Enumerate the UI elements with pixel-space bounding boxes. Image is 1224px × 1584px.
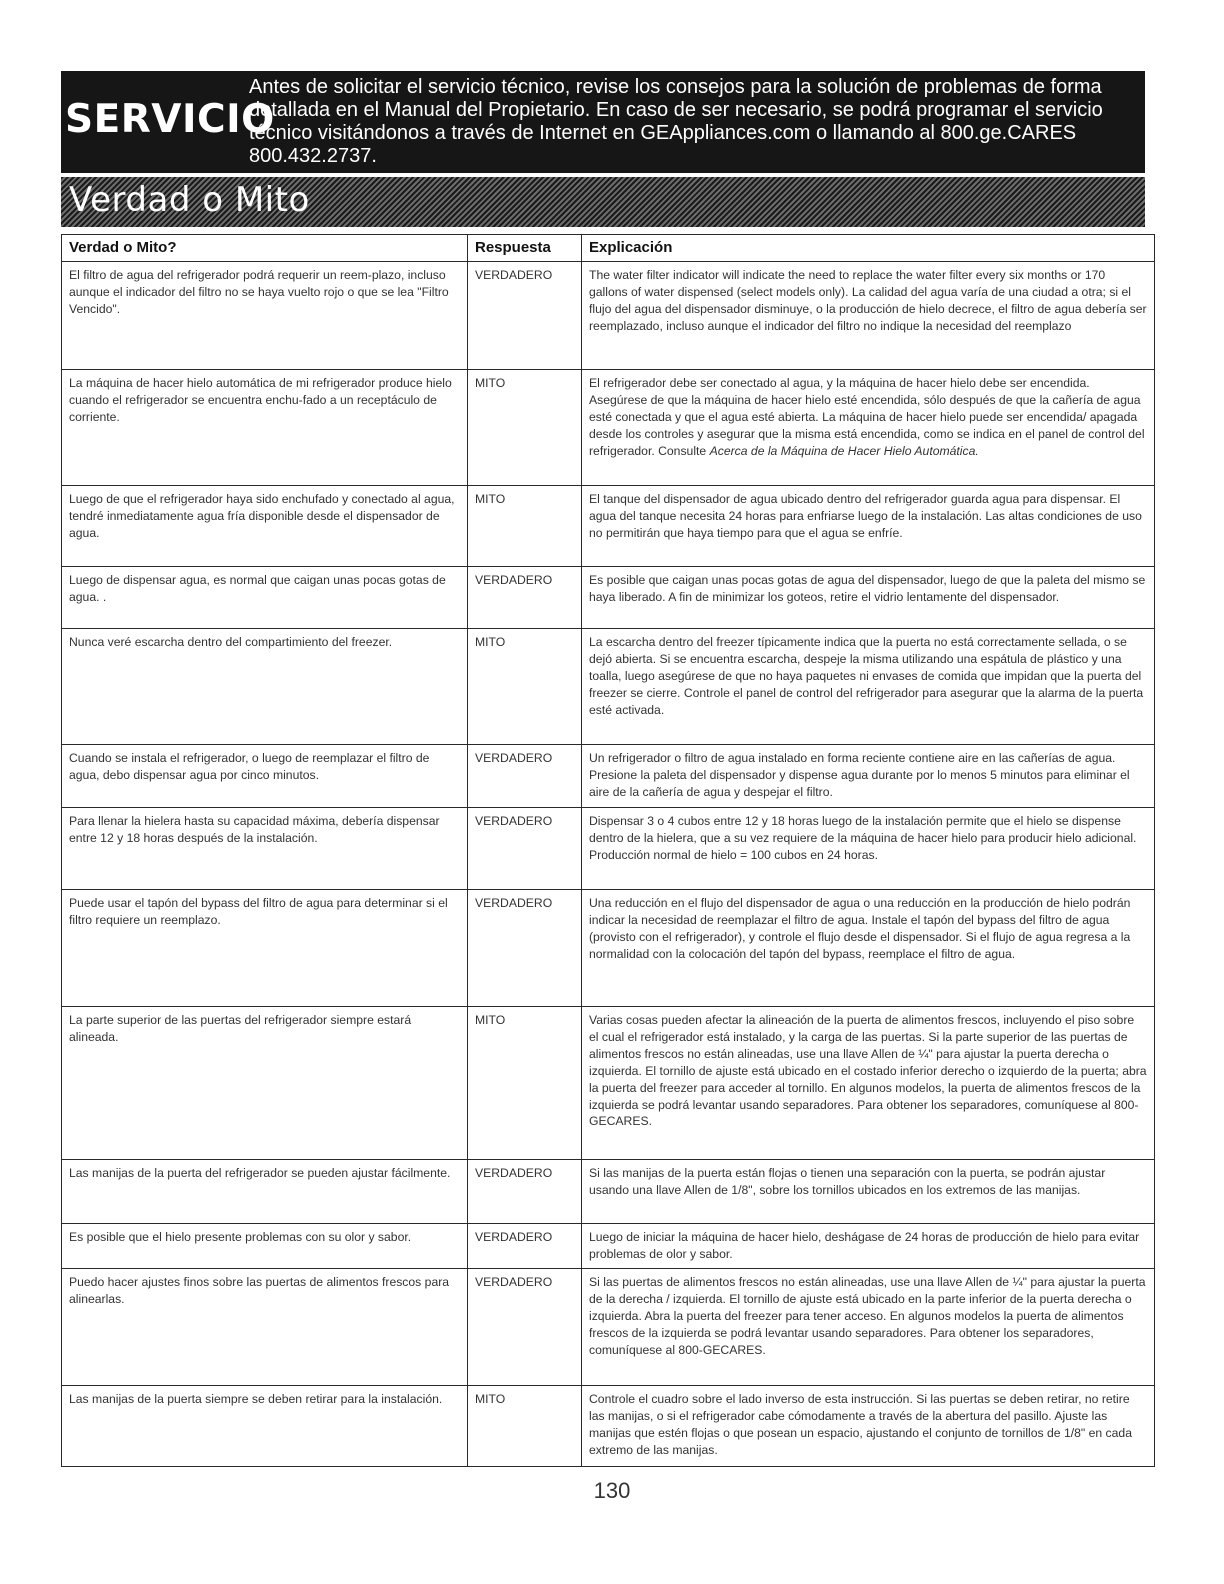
claim-cell: Nunca veré escarcha dentro del compartimiento del freezer.	[62, 629, 468, 745]
explanation-cell: Si las manijas de la puerta están flojas o tienen una separación con la puerta, se podrán ajustar usando una llave Allen de 1/8", sobre los tornillos ubicados en los extremos de las manijas.	[582, 1160, 1155, 1224]
header-explanation: Explicación	[582, 235, 1155, 262]
answer-cell: MITO	[468, 1386, 582, 1467]
answer-cell: MITO	[468, 629, 582, 745]
explanation-cell: Dispensar 3 o 4 cubos entre 12 y 18 horas luego de la instalación permite que el hielo se dispense dentro de la hielera, que a su vez requiere de la máquina de hacer hielo para producir hielo adicional. Producción normal de hielo = 100 cubos en 24 horas.	[582, 808, 1155, 890]
claim-cell: Puedo hacer ajustes finos sobre las puertas de alimentos frescos para alinearlas.	[62, 1269, 468, 1386]
table-row	[62, 808, 1155, 890]
banner-title: SERVICIO	[65, 97, 275, 142]
table-row	[62, 1386, 1155, 1467]
banner-text: Antes de solicitar el servicio técnico, revise los consejos para la solución de problemas de forma detallada en el Manual del Propietario. En caso de ser necesario, se podrá programar el servicio técnico visitándonos a través de Internet en GEAppliances.com o llamando al 800.ge.CARES 800.432.2737.	[249, 76, 1103, 167]
claim-cell: Cuando se instala el refrigerador, o luego de reemplazar el filtro de agua, debo dispensar agua por cinco minutos.	[62, 745, 468, 808]
explanation-text: El refrigerador debe ser conectado al agua, y la máquina de hacer hielo debe ser encendida. Asegúrese de que la máquina de hacer hielo esté encendida, sólo después de que la cañería de agua esté conectada y que el agua esté abierta. La máquina de hacer hielo puede ser encendida/ apagada desde los controles y asegurar que la misma está encendida, como se indica en el panel de control del refrigerador. Consulte	[589, 376, 1145, 458]
explanation-cell: Un refrigerador o filtro de agua instalado en forma reciente contiene aire en las cañerías de agua. Presione la paleta del dispensador y dispense agua durante por lo menos 5 minutos para eliminar el aire de la cañería de agua y despejar el filtro.	[582, 745, 1155, 808]
table-row	[62, 262, 1155, 370]
answer-cell: VERDADERO	[468, 808, 582, 890]
claim-cell: Luego de dispensar agua, es normal que caigan unas pocas gotas de agua. .	[62, 567, 468, 629]
table-row	[62, 1224, 1155, 1269]
claim-cell: Las manijas de la puerta del refrigerador se pueden ajustar fácilmente.	[62, 1160, 468, 1224]
claim-cell: Luego de que el refrigerador haya sido enchufado y conectado al agua, tendré inmediatamente agua fría disponible desde el dispensador de agua.	[62, 486, 468, 567]
section-header	[61, 177, 1145, 227]
explanation-cell: Varias cosas pueden afectar la alineación de la puerta de alimentos frescos, incluyendo el piso sobre el cual el refrigerador está instalado, y la carga de las puertas. Si la parte superior de las puertas de alimentos frescos no están alineadas, use una llave Allen de ¼" para ajustar la puerta derecha o izquierda. El tornillo de ajuste está ubicado en el costado inferior derecho o izquierdo de la puerta; abra la puerta del freezer para acceder al tornillo. En algunos modelos, la puerta de alimentos frescos de la izquierda se podrá levantar usando separadores. Para obtener los separadores, comuníquese al 800-GECARES.	[582, 1007, 1155, 1160]
explanation-cell: La escarcha dentro del freezer típicamente indica que la puerta no está correctamente sellada, o se dejó abierta. Si se encuentra escarcha, despeje la misma utilizando una espátula de plástico y una toalla, luego asegúrese de que no haya paquetes ni envases de comida que impidan que la puerta del freezer se cierre. Controle el panel de control del refrigerador para asegurar que la alarma de la puerta esté activada.	[582, 629, 1155, 745]
explanation-cell: Una reducción en el flujo del dispensador de agua o una reducción en la producción de hielo podrán indicar la necesidad de reemplazar el filtro de agua. Instale el tapón del bypass del filtro de agua (provisto con el refrigerador), y controle el flujo desde el dispensador. Si el flujo de agua regresa a la normalidad con la colocación del tapón del bypass, reemplace el filtro de agua.	[582, 890, 1155, 1007]
answer-cell: VERDADERO	[468, 745, 582, 808]
claim-cell: Puede usar el tapón del bypass del filtro de agua para determinar si el filtro requiere un reemplazo.	[62, 890, 468, 1007]
claim-cell: La parte superior de las puertas del refrigerador siempre estará alineada.	[62, 1007, 468, 1160]
answer-cell: MITO	[468, 1007, 582, 1160]
section-title: Verdad o Mito	[69, 180, 310, 220]
service-banner	[61, 71, 1145, 173]
explanation-cell	[582, 370, 1155, 486]
answer-cell: VERDADERO	[468, 890, 582, 1007]
table-row	[62, 1160, 1155, 1224]
answer-cell: MITO	[468, 370, 582, 486]
claim-cell: Es posible que el hielo presente problemas con su olor y sabor.	[62, 1224, 468, 1269]
table-row	[62, 745, 1155, 808]
page-number: 130	[593, 1478, 631, 1503]
table-row	[62, 486, 1155, 567]
explanation-cell: The water filter indicator will indicate the need to replace the water filter every six months or 170 gallons of water dispensed (select models only). La calidad del agua varía de una ciudad a otra; si el flujo del agua del dispensador disminuye, o la producción de hielo decrece, el filtro de agua debería ser reemplazado, incluso aunque el indicador del filtro no indique la necesidad del reemplazo	[582, 262, 1155, 370]
answer-cell: VERDADERO	[468, 1269, 582, 1386]
claim-cell: La máquina de hacer hielo automática de mi refrigerador produce hielo cuando el refrigerador se encuentra enchu-fado a un receptáculo de corriente.	[62, 370, 468, 486]
table-row	[62, 567, 1155, 629]
table-row	[62, 890, 1155, 1007]
explanation-cell: Controle el cuadro sobre el lado inverso de esta instrucción. Si las puertas se deben retirar, no retire las manijas, o si el refrigerador cabe cómodamente a través de la abertura del pasillo. Ajuste las manijas que estén flojas o que posean un espacio, ajustando el conjunto de tornillos de 1/8" en cada extremo de las manijas.	[582, 1386, 1155, 1467]
table-row	[62, 629, 1155, 745]
header-answer: Respuesta	[468, 235, 582, 262]
table-header-row	[62, 235, 1155, 262]
table-row	[62, 1007, 1155, 1160]
truth-or-myth-table	[61, 234, 1155, 1467]
table-row	[62, 1269, 1155, 1386]
answer-cell: VERDADERO	[468, 1224, 582, 1269]
header-claim: Verdad o Mito?	[62, 235, 468, 262]
claim-cell: El filtro de agua del refrigerador podrá requerir un reem-plazo, incluso aunque el indicador del filtro no se haya vuelto rojo o que se lea "Filtro Vencido".	[62, 262, 468, 370]
claim-cell: Las manijas de la puerta siempre se deben retirar para la instalación.	[62, 1386, 468, 1467]
answer-cell: VERDADERO	[468, 567, 582, 629]
answer-cell: MITO	[468, 486, 582, 567]
answer-cell: VERDADERO	[468, 1160, 582, 1224]
claim-cell: Para llenar la hielera hasta su capacidad máxima, debería dispensar entre 12 y 18 horas después de la instalación.	[62, 808, 468, 890]
explanation-cell: El tanque del dispensador de agua ubicado dentro del refrigerador guarda agua para dispensar. El agua del tanque necesita 24 horas para enfriarse luego de la instalación. Las altas condiciones de uso no permitirán que haya tiempo para que el agua se enfríe.	[582, 486, 1155, 567]
explanation-cell: Luego de iniciar la máquina de hacer hielo, deshágase de 24 horas de producción de hielo para evitar problemas de olor y sabor.	[582, 1224, 1155, 1269]
explanation-reference: Acerca de la Máquina de Hacer Hielo Automática.	[709, 443, 979, 458]
answer-cell: VERDADERO	[468, 262, 582, 370]
table-row	[62, 370, 1155, 486]
explanation-cell: Si las puertas de alimentos frescos no están alineadas, use una llave Allen de ¼" para ajustar la puerta de la derecha / izquierda. El tornillo de ajuste está ubicado en la parte inferior de la puerta derecha o izquierda. Abra la puerta del freezer para tener acceso. En algunos modelos la puerta de alimentos frescos de la izquierda se podrá levantar usando separadores. Para obtener los separadores, comuníquese al 800-GECARES.	[582, 1269, 1155, 1386]
explanation-cell: Es posible que caigan unas pocas gotas de agua del dispensador, luego de que la paleta del mismo se haya liberado. A fin de minimizar los goteos, retire el vidrio lentamente del dispensador.	[582, 567, 1155, 629]
